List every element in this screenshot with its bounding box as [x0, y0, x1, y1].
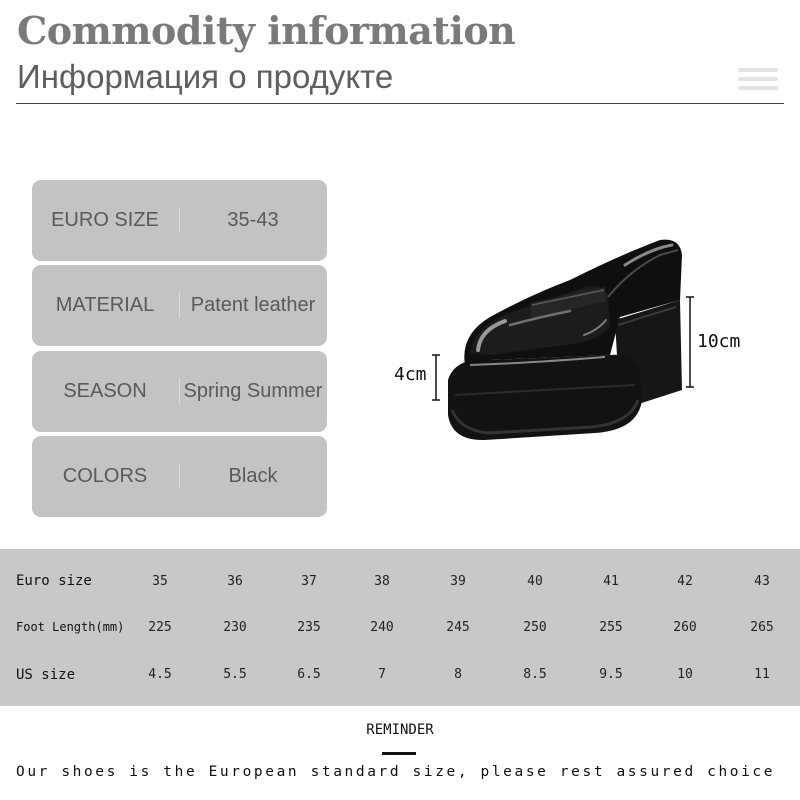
size-cell: 240: [370, 620, 394, 635]
size-row-label-euro: Euro size: [16, 573, 92, 589]
size-cell: 230: [223, 620, 247, 635]
size-cell: 265: [750, 620, 774, 635]
size-cell: 255: [599, 620, 623, 635]
size-cell: 8.5: [523, 667, 547, 682]
spec-label: SEASON: [63, 380, 147, 402]
size-cell: 7: [378, 667, 386, 682]
size-cell: 35: [152, 574, 168, 589]
hamburger-menu-icon[interactable]: [738, 68, 778, 90]
size-cell: 245: [446, 620, 470, 635]
size-cell: 41: [603, 574, 619, 589]
size-cell: 36: [227, 574, 243, 589]
size-cell: 6.5: [297, 667, 321, 682]
spec-value: Black: [228, 465, 278, 487]
title-divider: [16, 103, 784, 104]
spec-value: Spring Summer: [183, 380, 323, 402]
size-cell: 4.5: [148, 667, 172, 682]
size-cell: 225: [148, 620, 172, 635]
page-title: Commodity information: [17, 8, 516, 53]
spec-card-season: [32, 351, 327, 432]
spec-card-material: [32, 265, 327, 346]
spec-label: MATERIAL: [55, 294, 155, 316]
spec-card-euro-size: [32, 180, 327, 261]
size-cell: 43: [754, 574, 770, 589]
size-cell: 235: [297, 620, 321, 635]
size-row-label-us: US size: [16, 667, 76, 683]
reminder-title: REMINDER: [366, 722, 434, 738]
size-cell: 5.5: [223, 667, 247, 682]
size-cell: 11: [754, 667, 770, 682]
spec-value: Patent leather: [190, 294, 316, 316]
spec-label: EURO SIZE: [51, 209, 159, 231]
size-cell: 8: [454, 667, 462, 682]
heel-height-label: 10cm: [697, 331, 741, 352]
spec-card-colors: [32, 436, 327, 517]
reminder-text: Our shoes is the European standard size, please rest assured choice: [16, 764, 776, 780]
size-cell: 260: [673, 620, 697, 635]
platform-height-label: 4cm: [394, 364, 427, 385]
size-cell: 40: [527, 574, 543, 589]
size-cell: 39: [450, 574, 466, 589]
size-cell: 9.5: [599, 667, 623, 682]
page-subtitle: Информация о продукте: [17, 58, 394, 95]
spec-label: COLORS: [62, 465, 148, 487]
size-cell: 37: [301, 574, 317, 589]
size-cell: 42: [677, 574, 693, 589]
spec-value: 35-43: [227, 209, 279, 231]
size-row-label-foot-length: Foot Length(mm): [16, 620, 125, 634]
size-cell: 38: [374, 574, 390, 589]
size-cell: 250: [523, 620, 547, 635]
reminder-underline: [382, 752, 416, 755]
size-cell: 10: [677, 667, 693, 682]
